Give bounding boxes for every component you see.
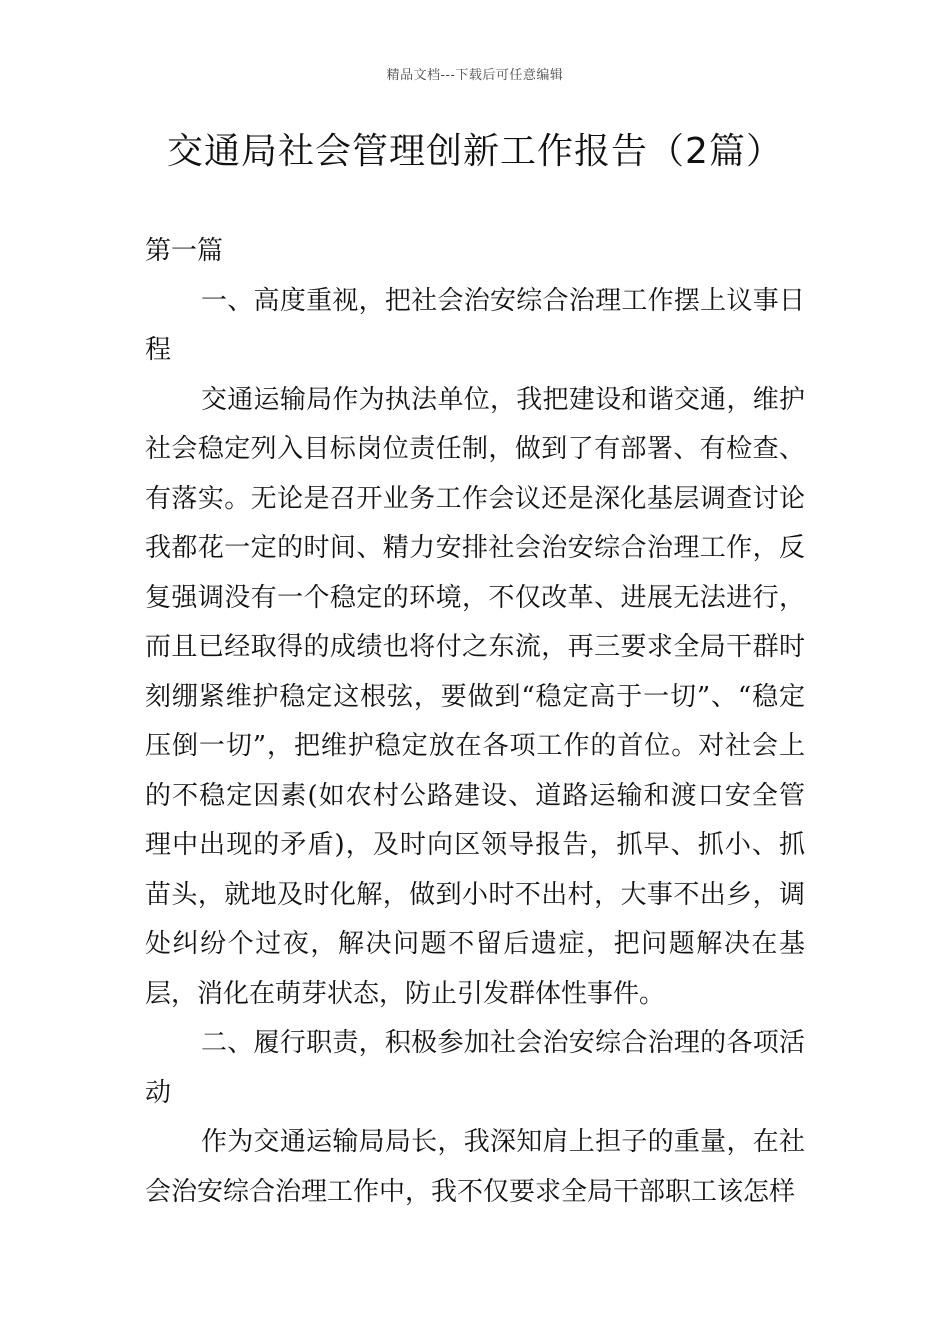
page-header-note: 精品文档---下载后可任意编辑: [386, 68, 564, 83]
body-paragraph-1: 交通运输局作为执法单位，我把建设和谐交通，维护社会稳定列入目标岗位责任制，做到了有部署、有检查、有落实。无论是召开业务工作会议还是深化基层调查讨论我都花一定的时间、精力安排社会治安综合治理工作，反复强调没有一个稳定的环境，不仅改革、进展无法进行，而且已经取得的成绩也将付之东流，再三要求全局干群时刻绷紧维护稳定这根弦，要做到“稳定高于一切”、“稳定压倒一切”，把维护稳定放在各项工作的首位。对社会上的不稳定因素(如农村公路建设、道路运输和渡口安全管理中出现的矛盾)，及时向区领导报告，抓早、抓小、抓苗头，就地及时化解，做到小时不出村，大事不出乡，调处纠纷个过夜，解决问题不留后遗症，把问题解决在基层，消化在萌芽状态，防止引发群体性事件。: [145, 384, 805, 1009]
document-body: [145, 227, 805, 1217]
section-label: 第一篇: [145, 236, 224, 266]
section-heading-1: 一、高度重视，把社会治安综合治理工作摆上议事日程: [145, 285, 805, 365]
document-title: 交通局社会管理创新工作报告（2篇）: [167, 131, 783, 172]
section-heading-2: 二、履行职责，积极参加社会治安综合治理的各项活动: [145, 1028, 805, 1108]
body-paragraph-2: 作为交通运输局局长，我深知肩上担子的重量，在社会治安综合治理工作中，我不仅要求全局干部职工该怎样: [145, 1127, 805, 1207]
